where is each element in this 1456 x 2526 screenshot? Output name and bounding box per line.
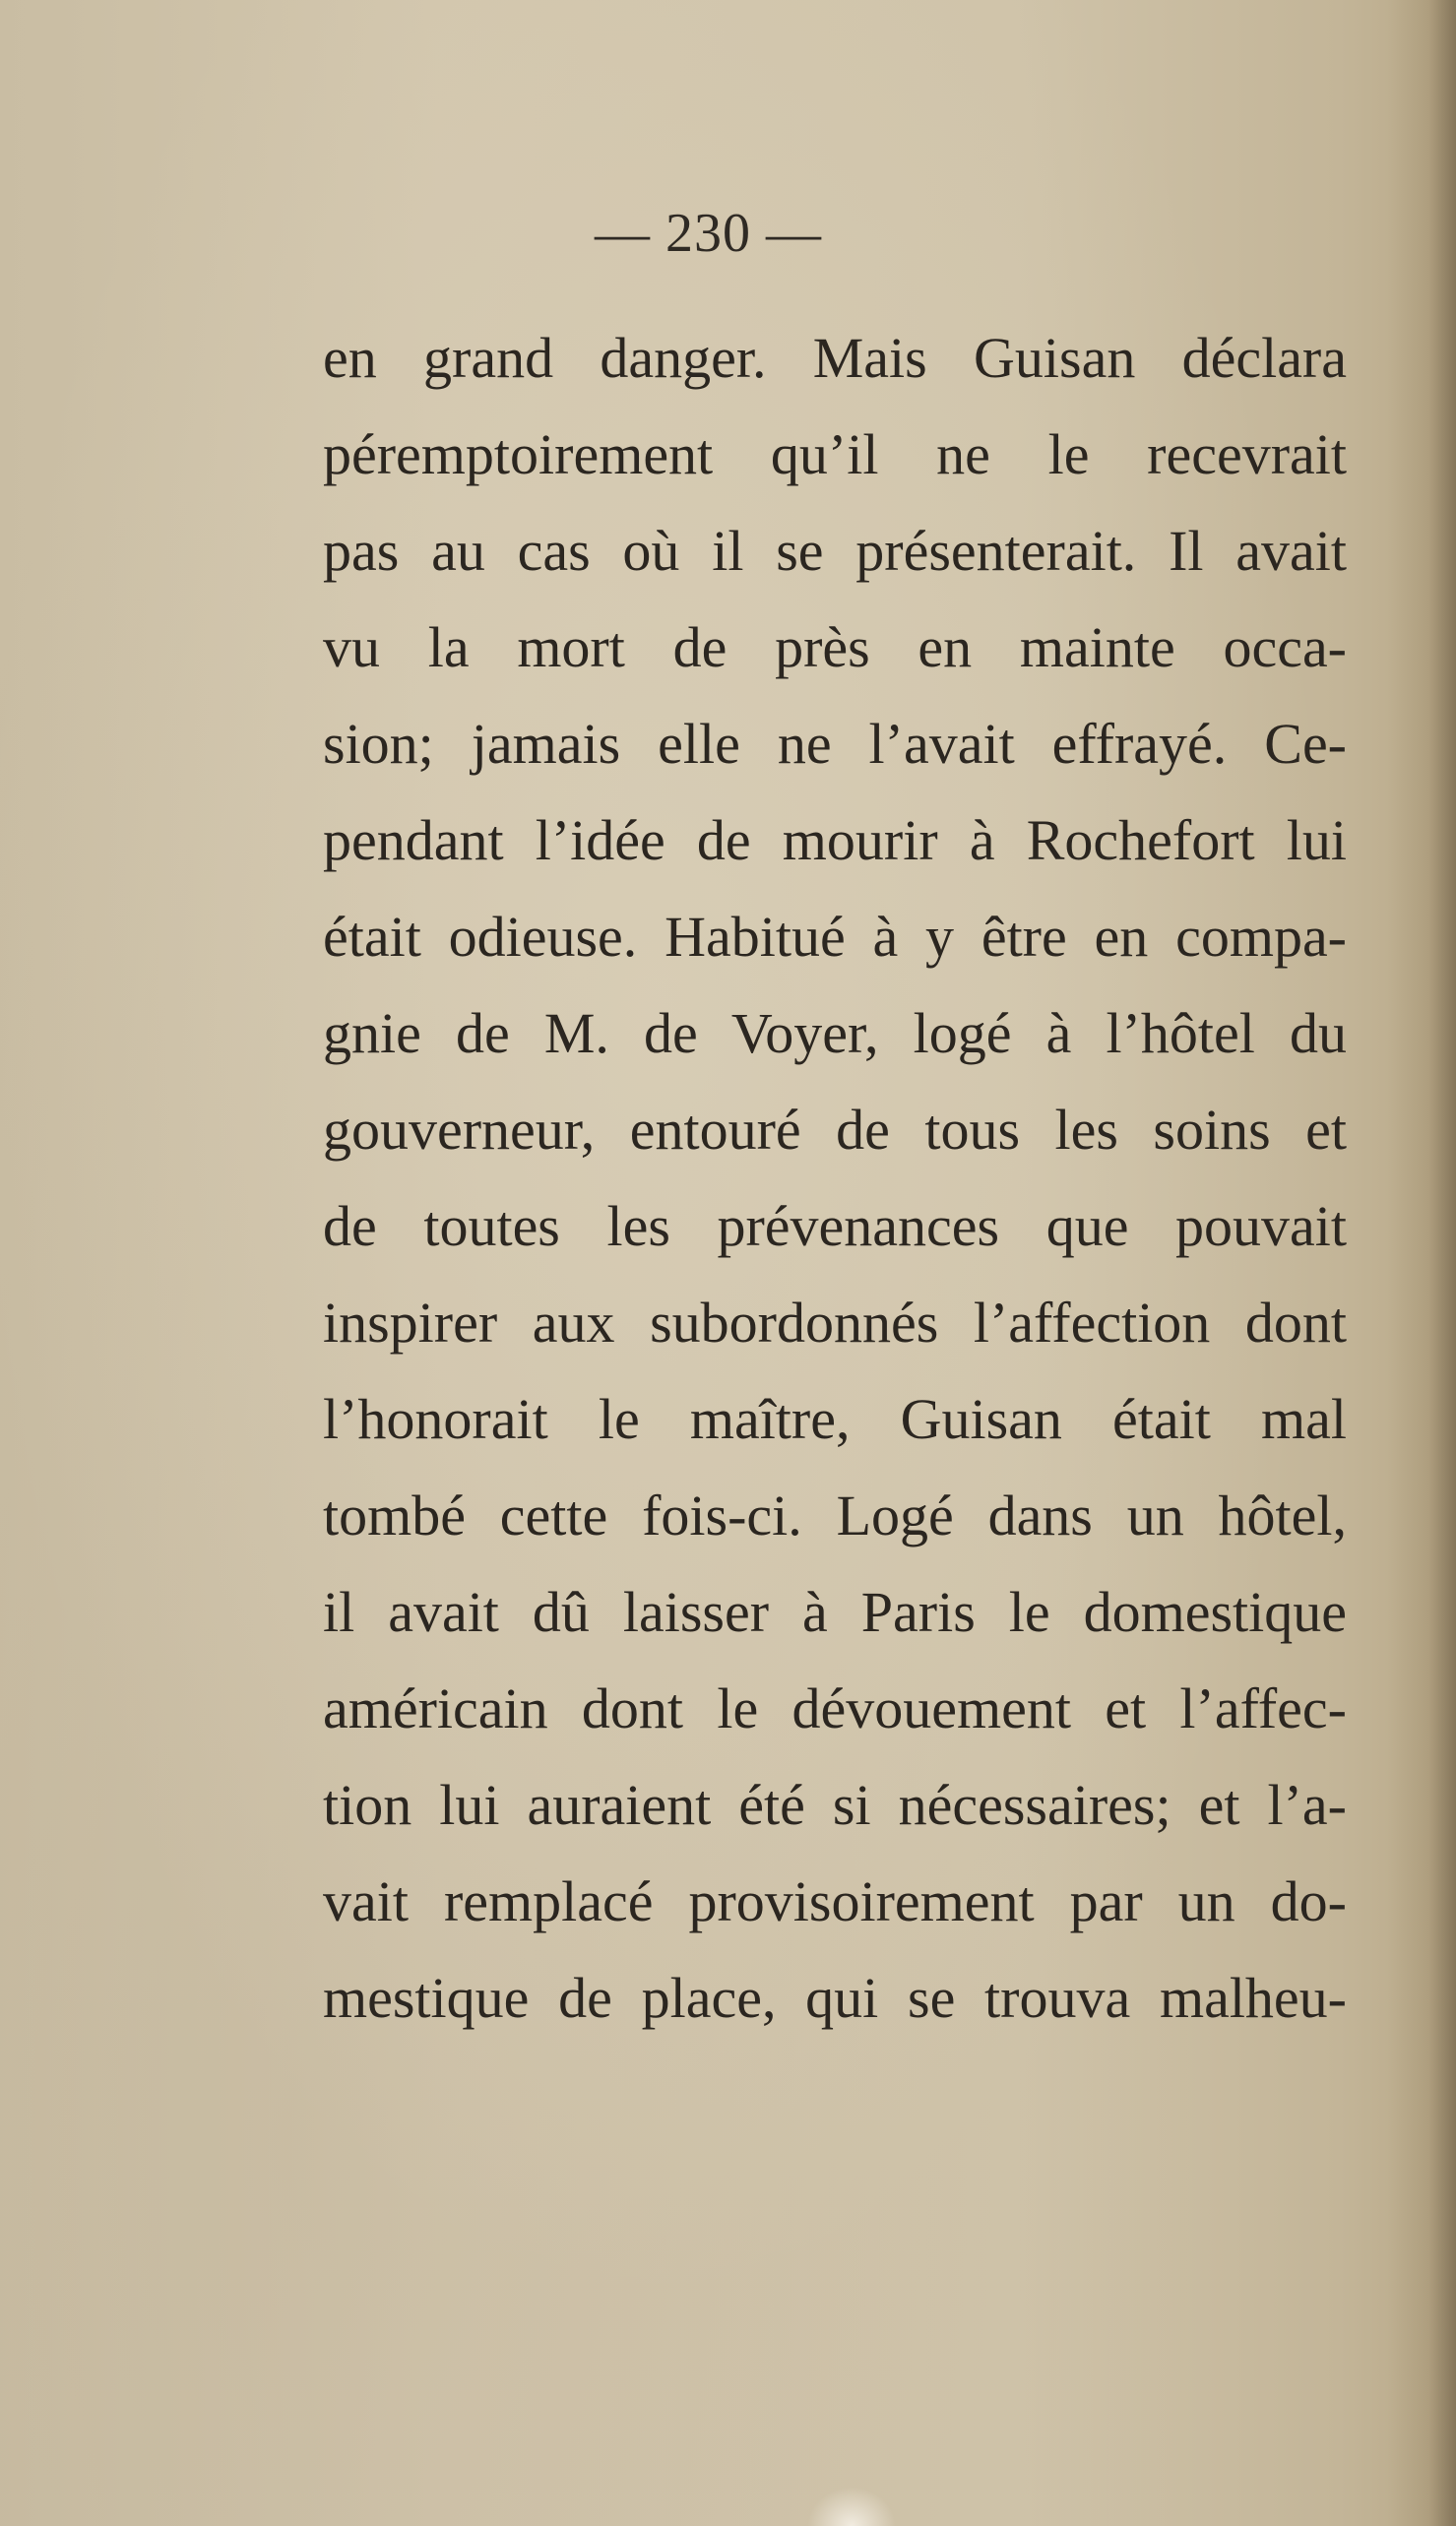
- text-line: vait remplacé provisoirement par un do-: [323, 1869, 1347, 1933]
- text-line: de toutes les prévenances que pouvait: [323, 1194, 1347, 1258]
- text-line: en grand danger. Mais Guisan déclara: [323, 326, 1347, 390]
- text-line: sion; jamais elle ne l’avait effrayé. Ce-: [323, 712, 1347, 776]
- text-line: américain dont le dévouement et l’affec-: [323, 1676, 1347, 1740]
- paper-blemish: [807, 2487, 896, 2526]
- text-line: il avait dû laisser à Paris le domestique: [323, 1580, 1347, 1644]
- text-line: péremptoirement qu’il ne le recevrait: [323, 422, 1347, 486]
- text-line: pendant l’idée de mourir à Rochefort lui: [323, 808, 1347, 872]
- text-line: l’honorait le maître, Guisan était mal: [323, 1387, 1347, 1451]
- text-line: tion lui auraient été si nécessaires; et l’a-: [323, 1773, 1347, 1837]
- text-line: tombé cette fois-ci. Logé dans un hôtel,: [323, 1484, 1347, 1547]
- page-edge-shadow: [1387, 0, 1456, 2526]
- text-line: gnie de M. de Voyer, logé à l’hôtel du: [323, 1001, 1347, 1065]
- text-line: inspirer aux subordonnés l’affection dont: [323, 1291, 1347, 1355]
- page-number: — 230 —: [595, 203, 822, 264]
- text-line: était odieuse. Habitué à y être en compa-: [323, 905, 1347, 969]
- body-text: [323, 310, 1347, 2047]
- text-line: pas au cas où il se présenterait. Il avait: [323, 519, 1347, 583]
- text-line: vu la mort de près en mainte occa-: [323, 615, 1347, 679]
- text-line: mestique de place, qui se trouva malheu-: [323, 1966, 1347, 2030]
- text-line: gouverneur, entouré de tous les soins et: [323, 1098, 1347, 1162]
